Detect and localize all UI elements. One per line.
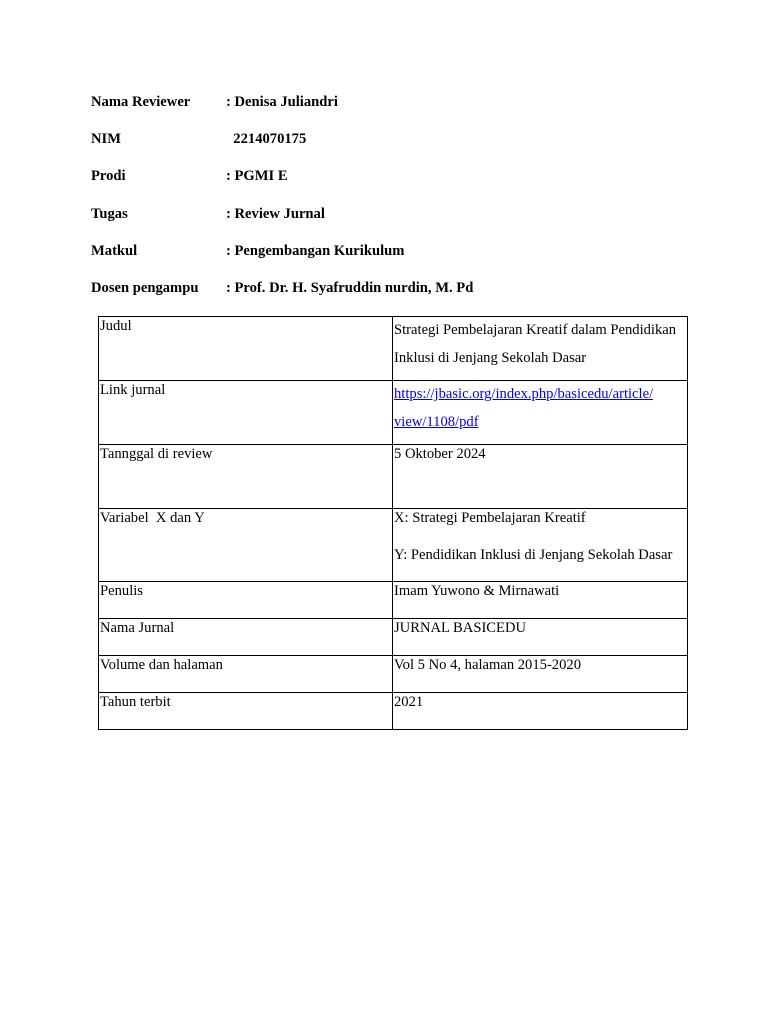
info-row-dosen-pengampu (91, 278, 711, 315)
table-cell-value (393, 509, 688, 582)
table-row-tanggal (99, 445, 688, 509)
table-cell-value (393, 656, 688, 693)
tanggal-label: Tannggal di review (100, 446, 213, 462)
info-value: : Prof. Dr. H. Syafruddin nurdin, M. Pd (226, 279, 474, 296)
judul-label: Judul (100, 318, 132, 334)
judul-value-line-1: Strategi Pembelajaran Kreatif dalam Pendidikan (394, 322, 677, 338)
table-cell-label (99, 619, 393, 656)
penulis-label: Penulis (100, 583, 143, 599)
link-label: Link jurnal (100, 382, 166, 398)
table-cell-value (393, 582, 688, 619)
reviewer-info (91, 92, 711, 315)
table-cell-label (99, 445, 393, 509)
info-row-prodi (91, 166, 711, 203)
table-cell-label (99, 509, 393, 582)
info-value: : Review Jurnal (226, 205, 325, 222)
info-value: : Denisa Juliandri (226, 94, 338, 110)
variabel-x: X: Strategi Pembelajaran Kreatif (394, 510, 586, 526)
table-cell-label (99, 582, 393, 619)
variabel-label: Variabel X dan Y (100, 510, 205, 526)
tahun-value: 2021 (394, 694, 424, 710)
table-row-volume (99, 656, 688, 693)
info-label: Tugas (91, 205, 128, 222)
variabel-y: Y: Pendidikan Inklusi di Jenjang Sekolah Dasar (394, 547, 673, 563)
table-cell-value (393, 445, 688, 509)
info-row-matkul (91, 241, 711, 278)
judul-value-line-2: Inklusi di Jenjang Sekolah Dasar (394, 349, 587, 366)
info-value: : PGMI E (226, 168, 288, 185)
table-row-link (99, 381, 688, 445)
info-label: Matkul (91, 242, 138, 259)
tahun-label: Tahun terbit (100, 694, 171, 710)
table-cell-value (393, 693, 688, 730)
journal-link-line-2[interactable]: view/1108/pdf (394, 413, 479, 430)
nama-jurnal-value: JURNAL BASICEDU (394, 620, 527, 636)
table-row-nama-jurnal (99, 619, 688, 656)
info-label: Prodi (91, 168, 126, 185)
table-row-variabel (99, 509, 688, 582)
table-cell-value (393, 317, 688, 381)
table-cell-value (393, 619, 688, 656)
table-row-tahun (99, 693, 688, 730)
nama-jurnal-label: Nama Jurnal (100, 620, 175, 636)
info-label: Dosen pengampu (91, 279, 199, 296)
table-row-judul (99, 317, 688, 381)
journal-link-line-1[interactable]: https://jbasic.org/index.php/basicedu/article/ (394, 386, 654, 402)
table-cell-label (99, 656, 393, 693)
table-row-penulis (99, 582, 688, 619)
info-value: 2214070175 (226, 131, 307, 148)
info-row-nama-reviewer (91, 92, 711, 129)
table-cell-label (99, 693, 393, 730)
penulis-value: Imam Yuwono & Mirnawati (394, 583, 560, 599)
table-cell-value (393, 381, 688, 445)
volume-label: Volume dan halaman (100, 657, 223, 673)
info-value: : Pengembangan Kurikulum (226, 242, 405, 259)
volume-value: Vol 5 No 4, halaman 2015-2020 (394, 657, 581, 673)
tanggal-value: 5 Oktober 2024 (394, 446, 486, 462)
info-row-tugas (91, 204, 711, 241)
info-label: NIM (91, 131, 121, 148)
review-table (98, 316, 688, 730)
table-cell-label (99, 381, 393, 445)
table-cell-label (99, 317, 393, 381)
info-row-nim (91, 129, 711, 166)
info-label: Nama Reviewer (91, 94, 191, 110)
